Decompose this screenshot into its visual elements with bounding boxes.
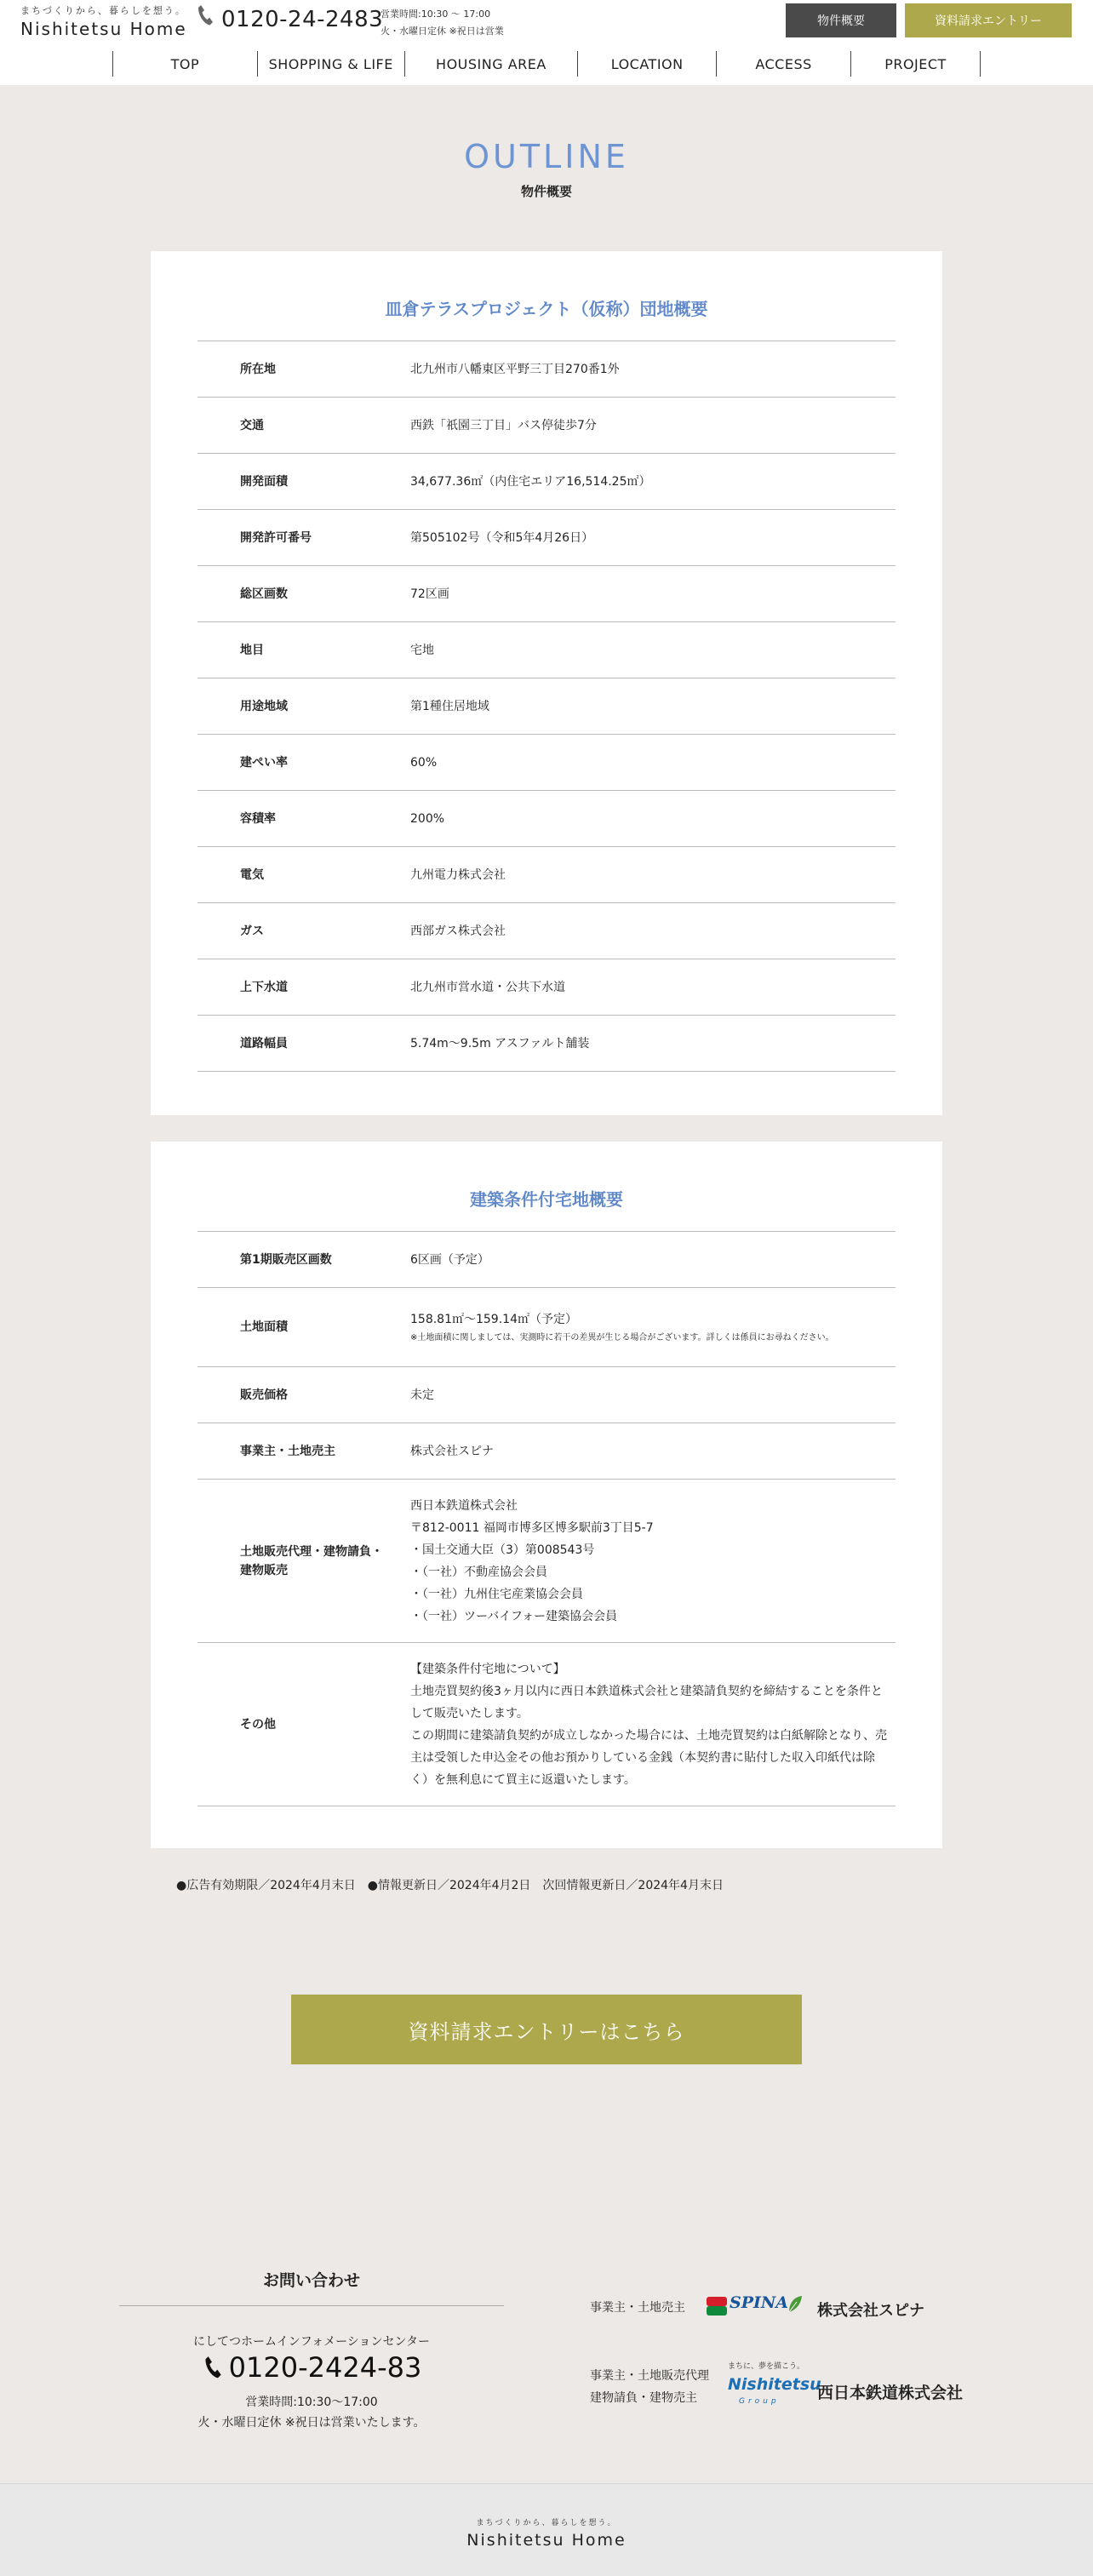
row-value: 九州電力株式会社 (410, 867, 506, 882)
table-row (197, 735, 896, 791)
conditional-lot-outline-table (197, 1231, 896, 1806)
table-row (197, 1288, 896, 1367)
nav-project[interactable]: PROJECT (850, 51, 981, 77)
nishitetsu-tagline: まちに、夢を描こう。 (728, 2362, 805, 2371)
spina-logo: SPINA (730, 2293, 789, 2312)
development-outline-card (151, 251, 942, 1115)
table-row (197, 1367, 896, 1423)
table-row (197, 510, 896, 566)
nishitetsu-group-word: Group (739, 2397, 780, 2406)
nav-top[interactable]: TOP (112, 51, 257, 77)
row-value-note: ※土地面積に関しましては、実測時に若干の差異が生じる場合がございます。詳しくは係員にお尋ねください。 (410, 1333, 834, 1342)
header-hours (381, 6, 504, 40)
ad-validity-notice: ●広告有効期限／2024年4月末日 ●情報更新日／2024年4月2日 次回情報更新日／2024年4月末日 (176, 1879, 724, 1892)
row-value-line: 6区画（予定） (410, 1252, 489, 1267)
row-label: 電気 (240, 867, 264, 882)
table-row (197, 1016, 896, 1072)
row-label: 事業主・土地売主 (240, 1444, 335, 1458)
request-entry-cta-button[interactable]: 資料請求エントリーはこちら (291, 1995, 802, 2064)
table-row (197, 959, 896, 1016)
row-value: 北九州市八幡東区平野三丁目270番1外 (410, 362, 620, 376)
row-value: 72区画 (410, 587, 449, 601)
contact-divider (119, 2305, 504, 2306)
row-value: 60% (410, 755, 438, 770)
row-value-line: 株式会社スピナ (410, 1444, 494, 1458)
row-value: 34,677.36㎡（内住宅エリア16,514.25㎡） (410, 474, 651, 489)
table-row (197, 1643, 896, 1806)
table-row (197, 398, 896, 454)
section-subtitle: 物件概要 (520, 184, 572, 199)
footer-tagline: まちづくりから、暮らしを想う。 (476, 2519, 617, 2527)
row-value-line: ・（一社）不動産協会会員 (410, 1565, 547, 1579)
nishitetsu-group-logo: Nishitetsu (728, 2375, 821, 2394)
phone-icon (196, 3, 215, 27)
table-row (197, 1232, 896, 1288)
row-value-line: ・（一社）九州住宅産業協会会員 (410, 1587, 583, 1601)
row-value-line: 【建築条件付宅地について】 (410, 1662, 565, 1676)
row-label: 用途地域 (240, 699, 288, 713)
table-row (197, 622, 896, 678)
row-value-line: 西日本鉄道株式会社 (410, 1498, 518, 1513)
row-label: 容積率 (240, 811, 276, 826)
nav-shopping-life[interactable]: SHOPPING & LIFE (257, 51, 404, 77)
site-header (0, 0, 1093, 85)
table-row (197, 903, 896, 959)
row-label: 建ぺい率 (240, 755, 288, 770)
development-outline-table (197, 341, 896, 1072)
row-value (410, 1384, 896, 1406)
row-label: 第1期販売区画数 (240, 1252, 332, 1267)
row-label: ガス (240, 924, 264, 938)
row-label: 所在地 (240, 362, 276, 376)
row-label: 総区画数 (240, 587, 288, 601)
header-holiday: 火・水曜日定休 ※祝日は営業 (381, 26, 504, 37)
table-row (197, 847, 896, 903)
agent-label (590, 2365, 709, 2409)
info-center-name: にしてつホームインフォメーションセンター (193, 2335, 430, 2349)
row-label: 道路幅員 (240, 1036, 288, 1050)
conditional-lot-outline-card (151, 1142, 942, 1848)
section-title: OUTLINE (464, 138, 629, 175)
row-value: 北九州市営水道・公共下水道 (410, 980, 565, 994)
contact-holiday: 火・水曜日定休 ※祝日は営業いたします。 (197, 2416, 426, 2430)
table-row (197, 1423, 896, 1480)
row-label: 地目 (240, 643, 264, 657)
row-value (410, 1249, 896, 1271)
row-label: その他 (240, 1717, 276, 1732)
row-value: 西鉄「祇園三丁目」バス停徒歩7分 (410, 418, 597, 432)
agent-label-line: 建物請負・建物売主 (590, 2391, 697, 2405)
site-logo[interactable]: Nishitetsu Home (20, 19, 187, 39)
contact-business-hours: 営業時間:10:30〜17:00 (245, 2396, 378, 2409)
row-label: 販売価格 (240, 1388, 288, 1402)
agent-label-line: 事業主・土地販売代理 (590, 2369, 709, 2383)
nav-housing-area[interactable]: HOUSING AREA (404, 51, 578, 77)
global-nav (112, 51, 981, 77)
spina-company-name: 株式会社スピナ (817, 2302, 924, 2320)
row-value-line: 土地売買契約後3ヶ月以内に西日本鉄道株式会社と建築請負契約を締結することを条件として販売いたします。 (410, 1684, 883, 1720)
table-row (197, 566, 896, 622)
nishitetsu-company-name: 西日本鉄道株式会社 (817, 2384, 964, 2402)
row-value (410, 1308, 896, 1346)
table-row (197, 1480, 896, 1643)
table-row (197, 341, 896, 398)
contact-title: お問い合わせ (262, 2271, 360, 2290)
table-row (197, 791, 896, 847)
contact-phone[interactable] (119, 2351, 504, 2384)
header-business-hours: 営業時間:10:30 〜 17:00 (381, 9, 491, 20)
row-value-line: この期間に建築請負契約が成立しなかった場合には、土地売買契約は白紙解除となり、売主は受領した申込金その他お預かりしている金銭（本契約書に貼付した収入印紙代は除く）を無利息にて買主に返還いたします。 (410, 1728, 887, 1787)
table-row (197, 678, 896, 735)
row-value: 5.74m〜9.5m アスファルト舗装 (410, 1036, 590, 1050)
row-value (410, 1440, 896, 1463)
site-footer (0, 2483, 1093, 2576)
contact-phone-number[interactable]: 0120-2424-83 (228, 2351, 422, 2384)
row-value (410, 1495, 896, 1628)
row-value: 第1種住居地域 (410, 699, 489, 713)
spina-mark-icon (705, 2295, 729, 2317)
logo-tagline: まちづくりから、暮らしを想う。 (20, 5, 186, 16)
row-value: 宅地 (410, 643, 434, 657)
table-row (197, 454, 896, 510)
conditional-lot-outline-title: 建築条件付宅地概要 (470, 1189, 623, 1210)
row-label: 交通 (240, 418, 264, 432)
seller-label: 事業主・土地売主 (590, 2301, 685, 2315)
row-value (410, 1658, 896, 1791)
nav-location[interactable]: LOCATION (577, 51, 716, 77)
row-label: 開発許可番号 (240, 530, 312, 545)
footer-logo[interactable]: Nishitetsu Home (466, 2531, 627, 2550)
contact-hours (119, 2392, 504, 2433)
nav-access[interactable]: ACCESS (716, 51, 850, 77)
property-outline-button[interactable]: 物件概要 (786, 3, 896, 37)
phone-icon (202, 2355, 224, 2380)
row-value-line: 158.81㎡〜159.14㎡（予定） (410, 1313, 577, 1326)
row-value: 第505102号（令和5年4月26日） (410, 530, 594, 545)
development-outline-title: 皿倉テラスプロジェクト（仮称）団地概要 (385, 299, 708, 319)
request-entry-button[interactable]: 資料請求エントリー (905, 3, 1072, 37)
leaf-icon (787, 2293, 804, 2316)
row-label: 土地面積 (240, 1320, 288, 1334)
row-value-line: 〒812-0011 福岡市博多区博多駅前3丁目5-7 (410, 1520, 654, 1535)
row-value-line: ・国土交通大臣（3）第008543号 (410, 1543, 595, 1557)
header-phone-number[interactable]: 0120-24-2483 (221, 7, 384, 32)
row-label: 開発面積 (240, 474, 288, 489)
row-value-line: ・（一社）ツーバイフォー建築協会会員 (410, 1609, 618, 1623)
row-value: 西部ガス株式会社 (410, 924, 506, 938)
row-value-line: 未定 (410, 1388, 434, 1402)
row-label: 土地販売代理・建物請負・建物販売 (240, 1544, 383, 1577)
row-value: 200% (410, 811, 445, 826)
row-label: 上下水道 (240, 980, 288, 994)
